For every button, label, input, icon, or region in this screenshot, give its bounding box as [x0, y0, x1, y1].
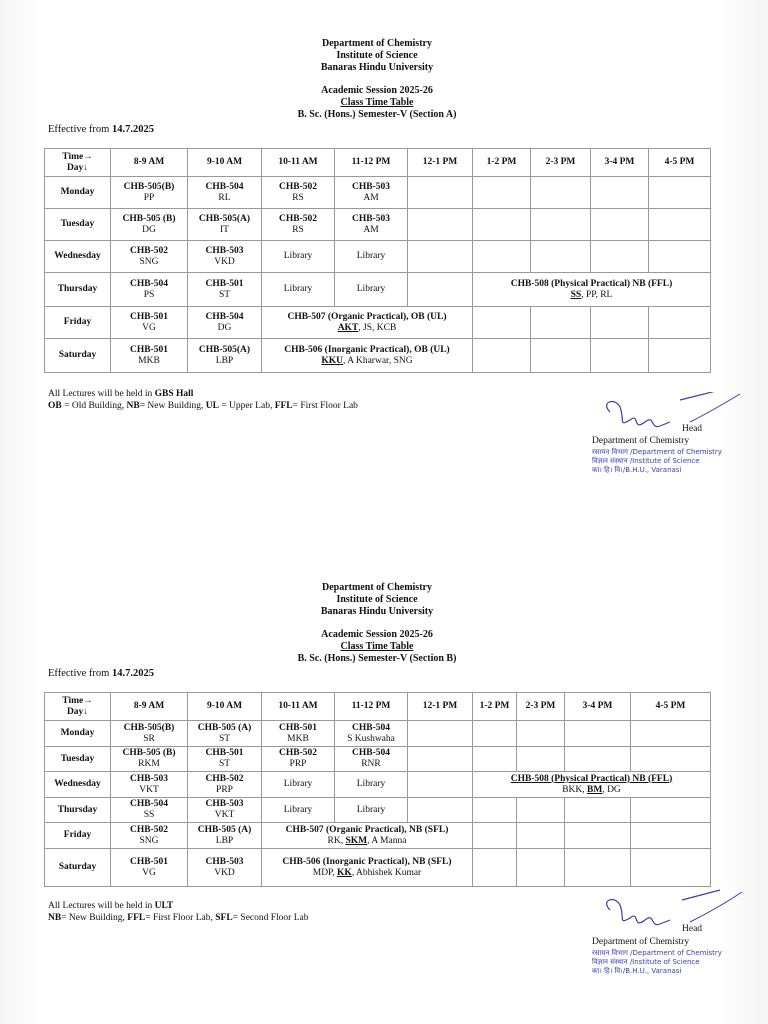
library-cell: Library — [335, 798, 408, 823]
empty-cell — [631, 849, 711, 887]
table-row — [45, 823, 711, 849]
table-row — [45, 772, 711, 798]
empty-cell — [473, 177, 531, 209]
notes-line-venue: All Lectures will be held in ULT — [48, 901, 174, 911]
document-title: Class Time Table — [340, 641, 414, 652]
empty-cell — [408, 772, 473, 798]
program-name: B. Sc. (Hons.) Semester-V (Section A) — [297, 109, 457, 120]
empty-cell — [517, 747, 565, 772]
effective-label: Effective from — [48, 668, 110, 679]
class-cell: CHB-503 AM — [335, 209, 408, 241]
class-cell: CHB-501 MKB — [262, 721, 335, 747]
empty-cell — [631, 798, 711, 823]
class-cell: CHB-503 VKT — [111, 772, 188, 798]
col-header: 4-5 PM — [631, 693, 711, 721]
university-name: Banaras Hindu University — [320, 62, 434, 73]
notes-line-abbrev: OB = Old Building, NB= New Building, UL = Upper Lab, FFL= First Floor Lab — [48, 401, 358, 411]
time-day-header: Time→ Day↓ — [45, 693, 111, 721]
class-cell: CHB-502 SNG — [111, 241, 188, 273]
day-cell: Thursday — [45, 798, 111, 823]
head-department: Department of Chemistry — [592, 937, 690, 947]
class-cell: CHB-502 RS — [262, 209, 335, 241]
class-cell: CHB-505 (B) DG — [111, 209, 188, 241]
class-cell: CHB-502 PRP — [262, 747, 335, 772]
department-name: Department of Chemistry — [322, 38, 432, 49]
class-cell: CHB-504 PS — [111, 273, 188, 307]
class-cell: CHB-501 VG — [111, 849, 188, 887]
table-row — [45, 849, 711, 887]
empty-cell — [517, 849, 565, 887]
table-row — [45, 798, 711, 823]
table-row — [45, 209, 711, 241]
effective-date: 14.7.2025 — [111, 124, 154, 135]
practical-cell: CHB-508 (Physical Practical) NB (FFL) BKK, BM, DG — [473, 772, 711, 798]
class-cell: CHB-505(B) SR — [111, 721, 188, 747]
empty-cell — [408, 241, 473, 273]
effective-from — [48, 668, 154, 679]
empty-cell — [631, 747, 711, 772]
library-cell: Library — [262, 241, 335, 273]
sheet-header — [0, 38, 754, 121]
empty-cell — [473, 307, 531, 339]
empty-cell — [649, 209, 711, 241]
notes-line-venue: All Lectures will be held in GBS Hall — [48, 389, 194, 399]
department-name: Department of Chemistry — [322, 582, 432, 593]
empty-cell — [531, 177, 591, 209]
practical-cell: CHB-506 (Inorganic Practical), NB (SFL) MDP, KK, Abhishek Kumar — [262, 849, 473, 887]
day-cell: Friday — [45, 823, 111, 849]
head-department: Department of Chemistry — [592, 436, 690, 446]
empty-cell — [591, 241, 649, 273]
table-row — [45, 747, 711, 772]
empty-cell — [591, 307, 649, 339]
class-cell: CHB-503 VKD — [188, 241, 262, 273]
class-cell: CHB-504 DG — [188, 307, 262, 339]
empty-cell — [565, 823, 631, 849]
table-row — [45, 177, 711, 209]
class-cell: CHB-504 SS — [111, 798, 188, 823]
day-cell: Friday — [45, 307, 111, 339]
header-row — [45, 693, 711, 721]
class-cell: CHB-504 RNR — [335, 747, 408, 772]
empty-cell — [565, 849, 631, 887]
library-cell: Library — [262, 772, 335, 798]
timetable-grid — [44, 692, 711, 887]
document-title: Class Time Table — [340, 97, 414, 108]
class-cell: CHB-502 RS — [262, 177, 335, 209]
class-cell: CHB-502 PRP — [188, 772, 262, 798]
empty-cell — [565, 721, 631, 747]
day-cell: Tuesday — [45, 209, 111, 241]
empty-cell — [473, 241, 531, 273]
class-cell: CHB-505(A) LBP — [188, 339, 262, 373]
empty-cell — [473, 849, 517, 887]
class-cell: CHB-503 VKT — [188, 798, 262, 823]
empty-cell — [565, 798, 631, 823]
empty-cell — [517, 798, 565, 823]
header-row — [45, 149, 711, 177]
empty-cell — [473, 823, 517, 849]
library-cell: Library — [335, 772, 408, 798]
empty-cell — [473, 209, 531, 241]
program-name: B. Sc. (Hons.) Semester-V (Section B) — [297, 653, 457, 664]
empty-cell — [649, 241, 711, 273]
department-stamp: रसायन विभाग /Department of Chemistry विज्ञान संस्थान /Institute of Science का। हि। वि।/B.H.U., Varanasi — [592, 448, 722, 474]
empty-cell — [531, 307, 591, 339]
head-label: Head — [682, 924, 703, 934]
empty-cell — [473, 339, 531, 373]
notes — [48, 900, 308, 924]
class-cell: CHB-505(A) IT — [188, 209, 262, 241]
class-cell: CHB-505 (B) RKM — [111, 747, 188, 772]
academic-session: Academic Session 2025-26 — [321, 629, 433, 640]
head-label: Head — [682, 424, 703, 434]
effective-date: 14.7.2025 — [111, 668, 154, 679]
library-cell: Library — [262, 273, 335, 307]
table-row — [45, 339, 711, 373]
class-cell: CHB-501 ST — [188, 273, 262, 307]
empty-cell — [408, 209, 473, 241]
library-cell: Library — [335, 241, 408, 273]
head-signature-block — [570, 886, 760, 996]
col-header: 12-1 PM — [408, 149, 473, 177]
table-row — [45, 307, 711, 339]
practical-cell: CHB-507 (Organic Practical), OB (UL) AKT, JS, KCB — [262, 307, 473, 339]
empty-cell — [408, 177, 473, 209]
col-header: 11-12 PM — [335, 149, 408, 177]
col-header: 1-2 PM — [473, 149, 531, 177]
effective-from — [48, 124, 154, 135]
practical-cell: CHB-508 (Physical Practical) NB (FFL) SS, PP, RL — [473, 273, 711, 307]
class-cell: CHB-504 S Kushwaha — [335, 721, 408, 747]
empty-cell — [649, 177, 711, 209]
empty-cell — [408, 798, 473, 823]
day-cell: Saturday — [45, 849, 111, 887]
notes-line-abbrev: NB= New Building, FFL= First Floor Lab, SFL= Second Floor Lab — [48, 913, 309, 923]
col-header: 9-10 AM — [188, 693, 262, 721]
col-header: 11-12 PM — [335, 693, 408, 721]
class-cell: CHB-504 RL — [188, 177, 262, 209]
class-cell: CHB-505 (A) ST — [188, 721, 262, 747]
col-header: 9-10 AM — [188, 149, 262, 177]
col-header: 12-1 PM — [408, 693, 473, 721]
empty-cell — [473, 721, 517, 747]
empty-cell — [517, 823, 565, 849]
class-cell: CHB-501 ST — [188, 747, 262, 772]
class-cell: CHB-505(B) PP — [111, 177, 188, 209]
institute-name: Institute of Science — [336, 50, 418, 61]
library-cell: Library — [335, 273, 408, 307]
empty-cell — [408, 273, 473, 307]
day-cell: Saturday — [45, 339, 111, 373]
empty-cell — [565, 747, 631, 772]
table-row — [45, 241, 711, 273]
col-header: 3-4 PM — [591, 149, 649, 177]
practical-cell: CHB-506 (Inorganic Practical), OB (UL) KKU, A Kharwar, SNG — [262, 339, 473, 373]
empty-cell — [473, 747, 517, 772]
effective-label: Effective from — [48, 124, 110, 135]
university-name: Banaras Hindu University — [320, 606, 434, 617]
col-header: 3-4 PM — [565, 693, 631, 721]
practical-cell: CHB-507 (Organic Practical), NB (SFL) RK, SKM, A Manna — [262, 823, 473, 849]
timetable-grid — [44, 148, 711, 373]
empty-cell — [531, 209, 591, 241]
col-header: 4-5 PM — [649, 149, 711, 177]
col-header: 10-11 AM — [262, 693, 335, 721]
col-header: 8-9 AM — [111, 693, 188, 721]
empty-cell — [591, 339, 649, 373]
col-header: 2-3 PM — [531, 149, 591, 177]
department-stamp: रसायन विभाग /Department of Chemistry विज्ञान संस्थान /Institute of Science का। हि। वि।/B.H.U., Varanasi — [592, 949, 722, 975]
class-cell: CHB-502 SNG — [111, 823, 188, 849]
col-header: 1-2 PM — [473, 693, 517, 721]
class-cell: CHB-501 VG — [111, 307, 188, 339]
day-cell: Tuesday — [45, 747, 111, 772]
empty-cell — [649, 339, 711, 373]
day-cell: Monday — [45, 721, 111, 747]
empty-cell — [531, 339, 591, 373]
day-cell: Wednesday — [45, 772, 111, 798]
table-row — [45, 721, 711, 747]
empty-cell — [517, 721, 565, 747]
class-cell: CHB-503 AM — [335, 177, 408, 209]
day-cell: Thursday — [45, 273, 111, 307]
class-cell: CHB-505 (A) LBP — [188, 823, 262, 849]
class-cell: CHB-501 MKB — [111, 339, 188, 373]
sheet-header — [0, 582, 754, 665]
head-signature-block — [570, 392, 760, 492]
day-cell: Monday — [45, 177, 111, 209]
institute-name: Institute of Science — [336, 594, 418, 605]
table-row — [45, 273, 711, 307]
library-cell: Library — [262, 798, 335, 823]
empty-cell — [649, 307, 711, 339]
academic-session: Academic Session 2025-26 — [321, 85, 433, 96]
day-cell: Wednesday — [45, 241, 111, 273]
col-header: 8-9 AM — [111, 149, 188, 177]
time-day-header: Time→ Day↓ — [45, 149, 111, 177]
empty-cell — [631, 823, 711, 849]
notes — [48, 388, 358, 412]
empty-cell — [591, 209, 649, 241]
empty-cell — [408, 747, 473, 772]
empty-cell — [591, 177, 649, 209]
empty-cell — [408, 721, 473, 747]
col-header: 10-11 AM — [262, 149, 335, 177]
empty-cell — [473, 798, 517, 823]
empty-cell — [631, 721, 711, 747]
col-header: 2-3 PM — [517, 693, 565, 721]
empty-cell — [531, 241, 591, 273]
class-cell: CHB-503 VKD — [188, 849, 262, 887]
